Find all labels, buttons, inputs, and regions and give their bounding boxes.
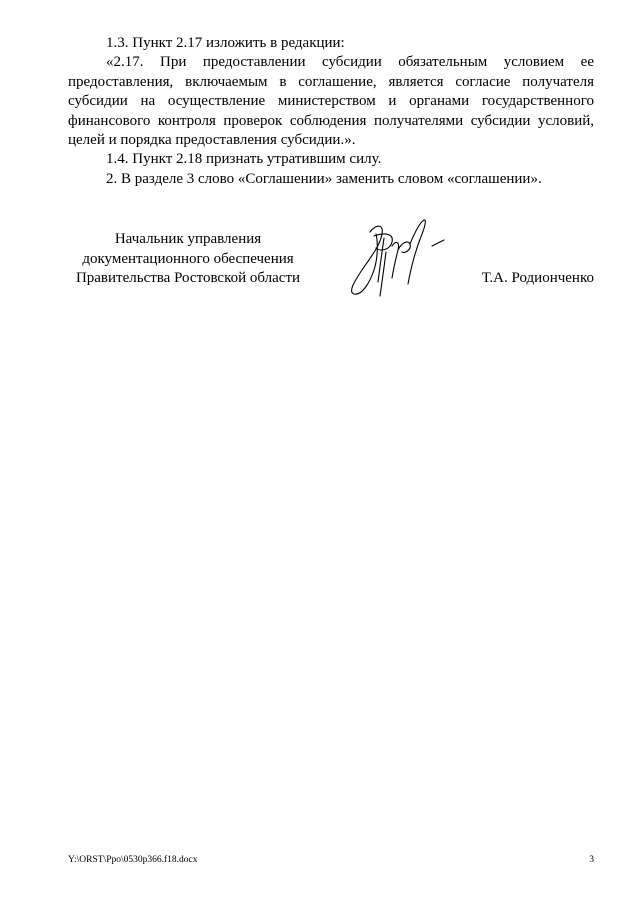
footer-page-number: 3 [589, 855, 594, 865]
signer-position-line-3: Правительства Ростовской области [75, 270, 301, 286]
paragraph-2-17-quote: «2.17. При предоставлении субсидии обязательным условием ее предоставления, включаемым в соглашение, является согласие получателя субсидии на осуществление министерством и органами государственного финансового контроля проверок соблюдения получателями субсидии условий, целей и порядка предоставления субсидии.». [68, 54, 594, 149]
paragraph-2-section-3: 2. В разделе 3 слово «Соглашении» заменить словом «соглашении». [106, 170, 542, 187]
paragraph-1-4: 1.4. Пункт 2.18 признать утратившим силу. [106, 151, 382, 168]
paragraph-1-3: 1.3. Пункт 2.17 изложить в редакции: [106, 35, 345, 51]
document-body [68, 34, 594, 189]
footer-file-path: Y:\ORST\Ppo\0530p366.f18.docx [68, 855, 198, 865]
handwritten-signature [340, 212, 452, 302]
signer-name: Т.А. Родионченко [481, 270, 594, 286]
signer-position-line-2: документационного обеспечения [82, 250, 294, 267]
signer-position-line-1: Начальник управления [114, 231, 262, 247]
signer-position [68, 230, 308, 289]
